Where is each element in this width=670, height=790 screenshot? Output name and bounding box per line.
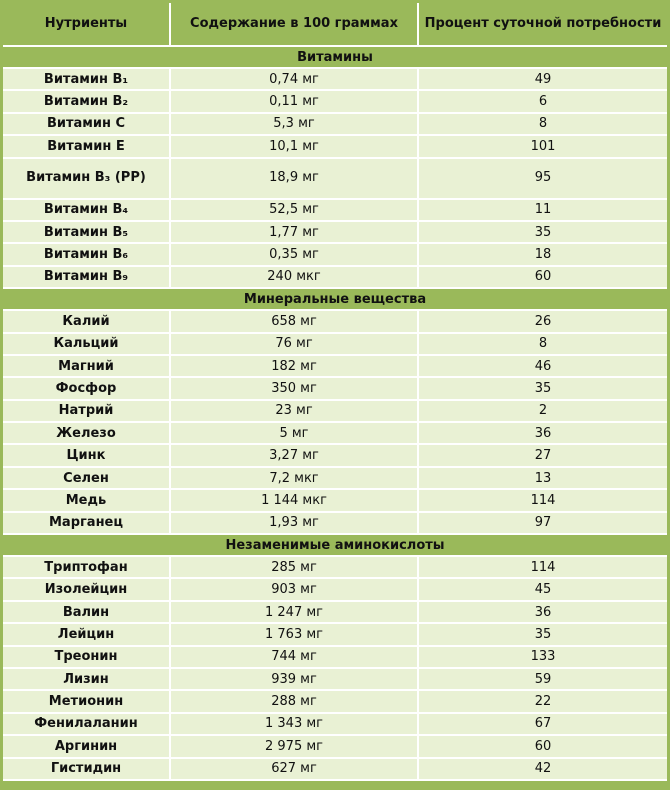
table-row	[3, 759, 667, 781]
nutrient-name-cell: Марганец	[3, 513, 171, 535]
table-row	[3, 423, 667, 445]
nutrient-name-cell: Лизин	[3, 669, 171, 691]
table-row	[3, 557, 667, 579]
amount-cell: 1 144 мкг	[171, 490, 419, 512]
table-row	[3, 579, 667, 601]
table-row	[3, 311, 667, 333]
amount-cell: 1,93 мг	[171, 513, 419, 535]
nutrient-name-cell: Витамин C	[3, 114, 171, 136]
percent-cell: 36	[419, 602, 667, 624]
section-row	[3, 535, 667, 557]
table-row	[3, 691, 667, 713]
section-row	[3, 289, 667, 311]
amount-cell: 1 247 мг	[171, 602, 419, 624]
amount-cell: 939 мг	[171, 669, 419, 691]
table-row	[3, 159, 667, 200]
table-row	[3, 513, 667, 535]
section-title: Витамины	[3, 47, 667, 69]
nutrient-name-cell: Витамин E	[3, 136, 171, 158]
table-row	[3, 378, 667, 400]
percent-cell: 11	[419, 200, 667, 222]
percent-cell: 35	[419, 222, 667, 244]
table-body	[3, 47, 667, 781]
nutrient-name-cell: Триптофан	[3, 557, 171, 579]
percent-cell: 114	[419, 557, 667, 579]
percent-cell: 67	[419, 714, 667, 736]
nutrient-name-cell: Витамин B₅	[3, 222, 171, 244]
amount-cell: 0,74 мг	[171, 69, 419, 91]
nutrient-name-cell: Изолейцин	[3, 579, 171, 601]
percent-cell: 8	[419, 114, 667, 136]
amount-cell: 23 мг	[171, 401, 419, 423]
percent-cell: 60	[419, 267, 667, 289]
table-row	[3, 445, 667, 467]
percent-cell: 36	[419, 423, 667, 445]
percent-cell: 46	[419, 356, 667, 378]
section-title: Незаменимые аминокислоты	[3, 535, 667, 557]
amount-cell: 903 мг	[171, 579, 419, 601]
header-content: Содержание в 100 граммах	[171, 3, 419, 47]
nutrient-name-cell: Витамин B₉	[3, 267, 171, 289]
nutrient-name-cell: Фенилаланин	[3, 714, 171, 736]
nutrient-name-cell: Медь	[3, 490, 171, 512]
amount-cell: 627 мг	[171, 759, 419, 781]
amount-cell: 0,11 мг	[171, 91, 419, 113]
table-row	[3, 69, 667, 91]
nutrient-name-cell: Витамин B₃ (PP)	[3, 159, 171, 200]
percent-cell: 60	[419, 736, 667, 758]
percent-cell: 13	[419, 468, 667, 490]
percent-cell: 42	[419, 759, 667, 781]
nutrient-name-cell: Треонин	[3, 647, 171, 669]
nutrient-name-cell: Лейцин	[3, 624, 171, 646]
header-percent: Процент суточной потребности	[419, 3, 667, 47]
amount-cell: 2 975 мг	[171, 736, 419, 758]
amount-cell: 658 мг	[171, 311, 419, 333]
amount-cell: 7,2 мкг	[171, 468, 419, 490]
percent-cell: 97	[419, 513, 667, 535]
nutrient-name-cell: Аргинин	[3, 736, 171, 758]
table-row	[3, 91, 667, 113]
table-row	[3, 647, 667, 669]
nutrient-name-cell: Натрий	[3, 401, 171, 423]
table-row	[3, 602, 667, 624]
amount-cell: 1 343 мг	[171, 714, 419, 736]
nutrition-table	[3, 3, 667, 781]
amount-cell: 1 763 мг	[171, 624, 419, 646]
nutrient-name-cell: Витамин B₆	[3, 244, 171, 266]
percent-cell: 8	[419, 334, 667, 356]
nutrient-name-cell: Витамин B₄	[3, 200, 171, 222]
percent-cell: 133	[419, 647, 667, 669]
table-row	[3, 468, 667, 490]
percent-cell: 2	[419, 401, 667, 423]
table-row	[3, 334, 667, 356]
nutrient-name-cell: Метионин	[3, 691, 171, 713]
table-row	[3, 222, 667, 244]
amount-cell: 1,77 мг	[171, 222, 419, 244]
percent-cell: 95	[419, 159, 667, 200]
amount-cell: 285 мг	[171, 557, 419, 579]
nutrient-name-cell: Магний	[3, 356, 171, 378]
table-row	[3, 669, 667, 691]
percent-cell: 35	[419, 378, 667, 400]
percent-cell: 49	[419, 69, 667, 91]
table-header-row	[3, 3, 667, 47]
nutrient-name-cell: Витамин B₂	[3, 91, 171, 113]
nutrient-name-cell: Фосфор	[3, 378, 171, 400]
table-row	[3, 624, 667, 646]
table-row	[3, 267, 667, 289]
percent-cell: 26	[419, 311, 667, 333]
nutrient-name-cell: Селен	[3, 468, 171, 490]
percent-cell: 27	[419, 445, 667, 467]
amount-cell: 350 мг	[171, 378, 419, 400]
table-row	[3, 356, 667, 378]
percent-cell: 35	[419, 624, 667, 646]
table-row	[3, 244, 667, 266]
percent-cell: 45	[419, 579, 667, 601]
section-title: Минеральные вещества	[3, 289, 667, 311]
table-row	[3, 114, 667, 136]
table-row	[3, 714, 667, 736]
amount-cell: 744 мг	[171, 647, 419, 669]
table-row	[3, 136, 667, 158]
nutrient-name-cell: Гистидин	[3, 759, 171, 781]
header-nutrient: Нутриенты	[3, 3, 171, 47]
nutrient-name-cell: Калий	[3, 311, 171, 333]
table-row	[3, 490, 667, 512]
amount-cell: 18,9 мг	[171, 159, 419, 200]
amount-cell: 3,27 мг	[171, 445, 419, 467]
nutrient-name-cell: Цинк	[3, 445, 171, 467]
amount-cell: 76 мг	[171, 334, 419, 356]
table-row	[3, 736, 667, 758]
amount-cell: 240 мкг	[171, 267, 419, 289]
nutrient-name-cell: Кальций	[3, 334, 171, 356]
percent-cell: 18	[419, 244, 667, 266]
percent-cell: 22	[419, 691, 667, 713]
amount-cell: 52,5 мг	[171, 200, 419, 222]
percent-cell: 114	[419, 490, 667, 512]
amount-cell: 288 мг	[171, 691, 419, 713]
amount-cell: 0,35 мг	[171, 244, 419, 266]
amount-cell: 182 мг	[171, 356, 419, 378]
section-row	[3, 47, 667, 69]
nutrient-name-cell: Витамин B₁	[3, 69, 171, 91]
percent-cell: 59	[419, 669, 667, 691]
amount-cell: 5,3 мг	[171, 114, 419, 136]
nutrient-name-cell: Железо	[3, 423, 171, 445]
table-row	[3, 200, 667, 222]
amount-cell: 10,1 мг	[171, 136, 419, 158]
table-row	[3, 401, 667, 423]
percent-cell: 101	[419, 136, 667, 158]
percent-cell: 6	[419, 91, 667, 113]
nutrient-name-cell: Валин	[3, 602, 171, 624]
amount-cell: 5 мг	[171, 423, 419, 445]
